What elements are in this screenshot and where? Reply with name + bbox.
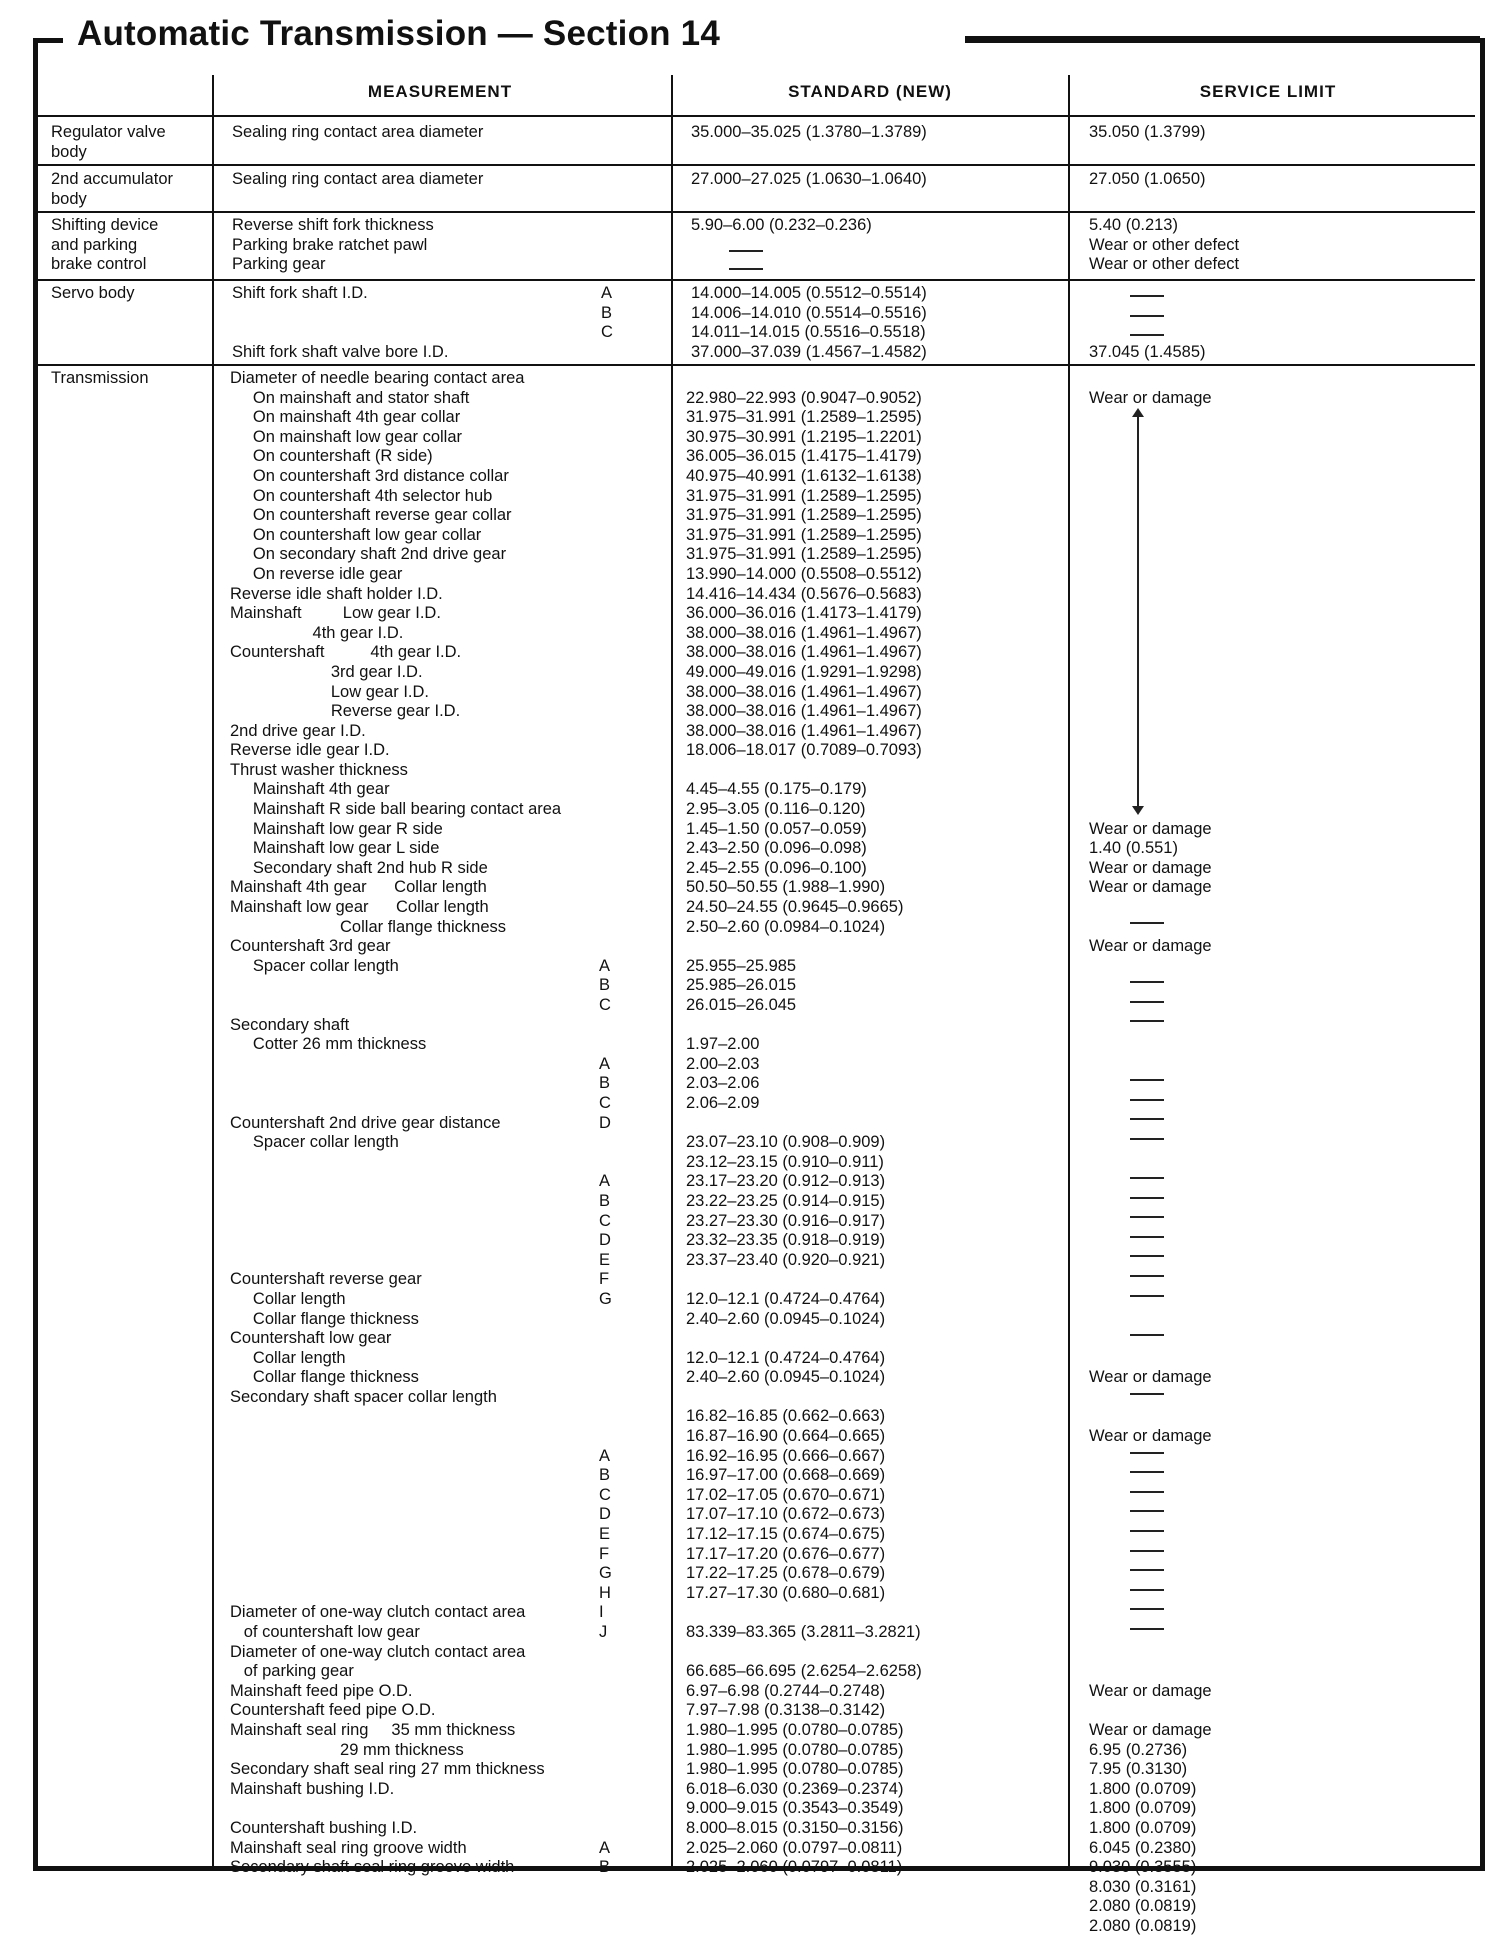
- dash-placeholder: [1130, 1628, 1164, 1630]
- dash-placeholder: [1130, 295, 1164, 297]
- service-cell: 37.045 (1.4585): [1089, 342, 1206, 361]
- standard-cell: 22.980–22.993 (0.9047–0.9052) 31.975–31.991 (1.2589–1.2595) 30.975–30.991 (1.2195–1.2201) 36.005–36.015 (1.4175–1.4179) 40.975–40.991 (1.6132–1.6138) 31.975–31.991 (1.2589–1.2595) 31.975–31.991 (1.2589–1.2595) 31.975–31.991 (1.2589–1.2595) 31.975–31.991 (1.2589–1.2595) 13.990–14.000 (0.5508–0.5512) 14.416–14.434 (0.5676–0.5683) 36.000–36.016 (1.4173–1.4179) 38.000–38.016 (1.4961–1.4967) 38.000–38.016 (1.4961–1.4967) 49.000–49.016 (1.9291–1.9298) 38.000–38.016 (1.4961–1.4967) 38.000–38.016 (1.4961–1.4967) 38.000–38.016 (1.4961–1.4967) 18.006–18.017 (0.7089–0.7093) 4.45–4.55 (0.175–0.179) 2.95–3.05 (0.116–0.120) 1.45–1.50 (0.057–0.059) 2.43–2.50 (0.096–0.098) 2.45–2.55 (0.096–0.100) 50.50–50.55 (1.988–1.990) 24.50–24.55 (0.9645–0.9665) 2.50–2.60 (0.0984–0.1024) 25.955–25.985 25.985–26.015 26.015–26.045 1.97–2.00 2.00–2.03 2.03–2.06 2.06–2.09 23.07–23.10 (0.908–0.909) 23.12–23.15 (0.910–0.911) 23.17–23.20 (0.912–0.913) 23.22–23.25 (0.914–0.915) 23.27–23.30 (0.916–0.917) 23.32–23.35 (0.918–0.919) 23.37–23.40 (0.920–0.921) 12.0–12.1 (0.4724–0.4764) 2.40–2.60 (0.0945–0.1024) 12.0–12.1 (0.4724–0.4764) 2.40–2.60 (0.0945–0.1024) 16.82–16.85 (0.662–0.663) 16.87–16.90 (0.664–0.665) 16.92–16.95 (0.666–0.667) 16.97–17.00 (0.668–0.669) 17.02–17.05 (0.670–0.671) 17.07–17.10 (0.672–0.673) 17.12–17.15 (0.674–0.675) 17.17–17.20 (0.676–0.677) 17.22–17.25 (0.678–0.679) 17.27–17.30 (0.680–0.681) 83.339–83.365 (3.2811–3.2821) 66.685–66.695 (2.6254–2.6258) 6.97–6.98 (0.2744–0.2748) 7.97–7.98 (0.3138–0.3142) 1.980–1.995 (0.0780–0.0785) 1.980–1.995 (0.0780–0.0785) 1.980–1.995 (0.0780–0.0785) 6.018–6.030 (0.2369–0.2374) 9.000–9.015 (0.3543–0.3549) 8.000–8.015 (0.3150–0.3156) 2.025–2.060 (0.0797–0.0811) 2.025–2.060 (0.0797–0.0811): [686, 388, 922, 1877]
- dash-placeholder: [1130, 1393, 1164, 1395]
- dash-placeholder: [1130, 1452, 1164, 1454]
- range-arrow-line: [1137, 413, 1139, 808]
- dash-placeholder: [1130, 1569, 1164, 1571]
- column-divider: [212, 75, 214, 1866]
- dash-placeholder: [1130, 1118, 1164, 1120]
- grade-letters: A B C A B C D A B C D E F G A B C D E F G H I J A B: [599, 956, 612, 1877]
- measurement-cell: Reverse shift fork thickness Parking brake ratchet pawl Parking gear: [232, 216, 434, 274]
- row-divider: [38, 279, 1475, 281]
- service-cell: Wear or damage Wear or damage 1.40 (0.551) Wear or damage Wear or damage Wear or damage Wear or damage Wear or damage Wear or damage Wear or damage 6.95 (0.2736) 7.95 (0.3130) 1.800 (0.0709) 1.800 (0.0709) 1.800 (0.0709) 6.045 (0.2380) 9.030 (0.3555) 8.030 (0.3161) 2.080 (0.0819) 2.080 (0.0819): [1089, 388, 1212, 1935]
- header-service-limit: SERVICE LIMIT: [1199, 82, 1337, 101]
- header-measurement: MEASUREMENT: [367, 82, 513, 101]
- standard-cell: 27.000–27.025 (1.0630–1.0640): [691, 170, 927, 188]
- measurement-cell: Diameter of needle bearing contact area On mainshaft and stator shaft On mainshaft 4th gear collar On mainshaft low gear collar On countershaft (R side) On countershaft 3rd distance collar On countershaft 4th selector hub On countershaft reverse gear collar On countershaft low gear collar On secondary shaft 2nd drive gear On reverse idle gear Reverse idle shaft holder I.D. Mainshaft Low gear I.D. 4th gear I.D. Countershaft 4th gear I.D. 3rd gear I.D. Low gear I.D. Reverse gear I.D. 2nd drive gear I.D. Reverse idle gear I.D. Thrust washer thickness Mainshaft 4th gear Mainshaft R side ball bearing contact area Mainshaft low gear R side Mainshaft low gear L side Secondary shaft 2nd hub R side Mainshaft 4th gear Collar length Mainshaft low gear Collar length Collar flange thickness Countershaft 3rd gear Spacer collar length Secondary shaft Cotter 26 mm thickness Countershaft 2nd drive gear distance Spacer collar length Countershaft reverse gear Collar length Collar flange thickness Countershaft low gear Collar length Collar flange thickness Secondary shaft spacer collar length Diameter of one-way clutch contact area of countershaft low gear Diameter of one-way clutch contact area of parking gear Mainshaft feed pipe O.D. Countershaft feed pipe O.D. Mainshaft seal ring 35 mm thickness 29 mm thickness Secondary shaft seal ring 27 mm thickness Mainshaft bushing I.D. Countershaft bushing I.D. Mainshaft seal ring groove width Secondary shaft seal ring groove width: [230, 369, 562, 1877]
- service-cell: 5.40 (0.213) Wear or other defect Wear or other defect: [1089, 216, 1240, 274]
- dash-placeholder: [1130, 1197, 1164, 1199]
- dash-placeholder: [1130, 1334, 1164, 1336]
- part-label: Transmission: [51, 369, 149, 387]
- range-arrow-tail-icon: [1132, 806, 1144, 815]
- dash-placeholder: [729, 268, 763, 270]
- dash-placeholder: [1130, 1020, 1164, 1022]
- dash-placeholder: [1130, 1510, 1164, 1512]
- dash-placeholder: [1130, 1295, 1164, 1297]
- part-label: Servo body: [51, 284, 135, 302]
- row-divider: [38, 211, 1475, 213]
- dash-placeholder: [1130, 1001, 1164, 1003]
- service-cell: 27.050 (1.0650): [1089, 170, 1206, 188]
- part-label: Regulator valve body: [51, 123, 166, 161]
- service-cell: 35.050 (1.3799): [1089, 123, 1206, 141]
- row-divider: [38, 164, 1475, 166]
- dash-placeholder: [1130, 1491, 1164, 1493]
- column-divider: [1068, 75, 1070, 1866]
- column-divider: [671, 75, 673, 1866]
- part-label: 2nd accumulator body: [51, 170, 173, 208]
- dash-placeholder: [1130, 1608, 1164, 1610]
- dash-placeholder: [1130, 1530, 1164, 1532]
- measurement-cell: Shift fork shaft I.D. Shift fork shaft valve bore I.D.: [232, 284, 449, 361]
- dash-placeholder: [1130, 1471, 1164, 1473]
- dash-placeholder: [1130, 334, 1164, 336]
- dash-placeholder: [1130, 1255, 1164, 1257]
- page-title: Automatic Transmission — Section 14: [77, 14, 720, 53]
- standard-cell: 5.90–6.00 (0.232–0.236): [691, 216, 872, 234]
- measurement-cell: Sealing ring contact area diameter: [232, 123, 484, 141]
- dash-placeholder: [1130, 1138, 1164, 1140]
- dash-placeholder: [1130, 1550, 1164, 1552]
- part-label: Shifting device and parking brake control: [51, 216, 159, 274]
- standard-cell: 14.000–14.005 (0.5512–0.5514) 14.006–14.010 (0.5514–0.5516) 14.011–14.015 (0.5516–0.5518) 37.000–37.039 (1.4567–1.4582): [691, 284, 927, 361]
- dash-placeholder: [1130, 315, 1164, 317]
- dash-placeholder: [1130, 981, 1164, 983]
- standard-cell: 35.000–35.025 (1.3780–1.3789): [691, 123, 927, 141]
- measurement-cell: Sealing ring contact area diameter: [232, 170, 484, 188]
- dash-placeholder: [1130, 1589, 1164, 1591]
- dash-placeholder: [1130, 1177, 1164, 1179]
- dash-placeholder: [1130, 1236, 1164, 1238]
- grade-letters: A B C: [601, 284, 613, 342]
- dash-placeholder: [1130, 1099, 1164, 1101]
- dash-placeholder: [1130, 922, 1164, 924]
- dash-placeholder: [1130, 1216, 1164, 1218]
- row-divider: [38, 364, 1475, 366]
- dash-placeholder: [1130, 1079, 1164, 1081]
- row-divider: [38, 115, 1475, 117]
- dash-placeholder: [1130, 1275, 1164, 1277]
- dash-placeholder: [729, 250, 763, 252]
- header-standard: STANDARD (NEW): [788, 82, 952, 101]
